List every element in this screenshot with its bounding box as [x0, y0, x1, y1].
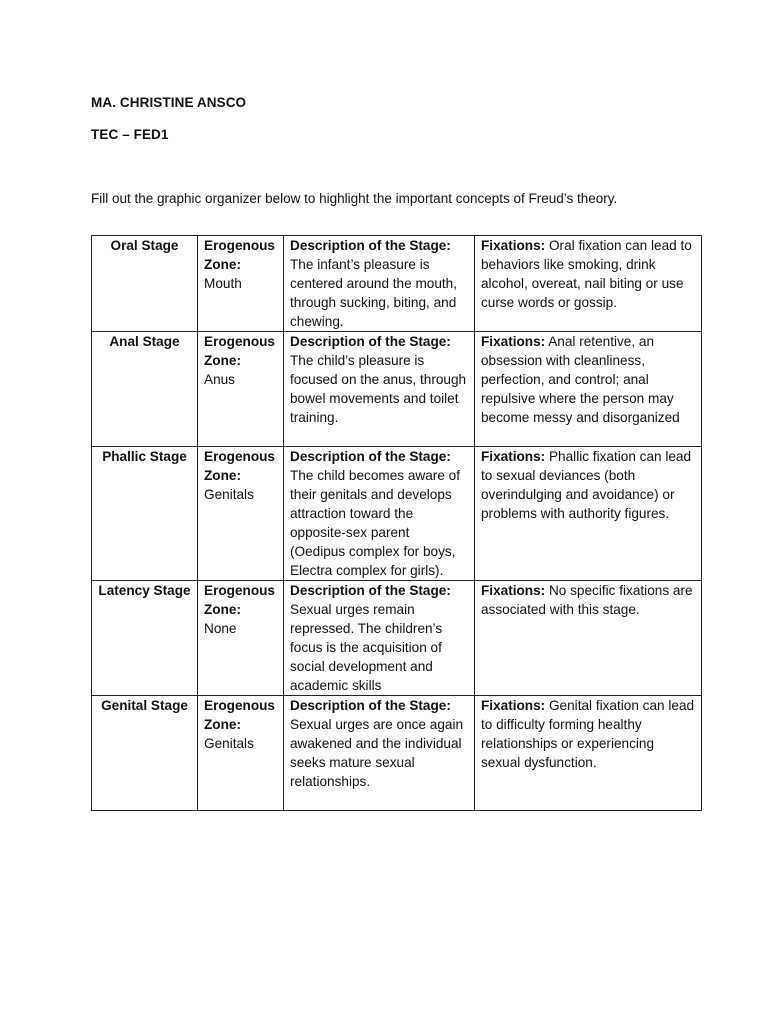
description-label: Description of the Stage: — [290, 583, 451, 598]
zone-cell — [198, 236, 284, 332]
zone-cell — [198, 447, 284, 581]
description-label: Description of the Stage: — [290, 238, 451, 253]
stage-name-cell: Oral Stage — [92, 236, 198, 332]
description-cell — [284, 332, 475, 447]
description-text: The child becomes aware of their genitals and develops attraction toward the opposite-sex parent (Oedipus complex for boys, Electra complex for girls). — [290, 468, 461, 578]
table-row — [92, 447, 702, 581]
description-text: The child’s pleasure is focused on the anus, through bowel movements and toilet training. — [290, 353, 467, 425]
fixations-text: Genital fixation can lead to difficulty forming healthy relationships or experiencing sexual dysfunction. — [481, 698, 695, 770]
zone-value: Genitals — [204, 736, 254, 751]
description-label: Description of the Stage: — [290, 698, 451, 713]
table-row — [92, 236, 702, 332]
fixations-text: Oral fixation can lead to behaviors like smoking, drink alcohol, overeat, nail biting or use curse words or gossip. — [481, 238, 692, 310]
fixations-label: Fixations: — [481, 334, 546, 349]
description-text: Sexual urges remain repressed. The children’s focus is the acquisition of social development and academic skills — [290, 602, 443, 693]
description-label: Description of the Stage: — [290, 449, 451, 464]
description-cell — [284, 696, 475, 811]
fixations-label: Fixations: — [481, 583, 546, 598]
description-text: The infant’s pleasure is centered around the mouth, through sucking, biting, and chewing. — [290, 257, 458, 329]
instructions-text: Fill out the graphic organizer below to highlight the important concepts of Freud’s theory. — [91, 191, 618, 206]
zone-label: Erogenous Zone: — [204, 583, 275, 617]
fixations-text: Anal retentive, an obsession with cleanliness, perfection, and control; anal repulsive where the person may become messy and disorganized — [481, 334, 680, 425]
fixations-text: No specific fixations are associated with this stage. — [481, 583, 693, 617]
fixations-cell — [475, 581, 702, 696]
zone-label: Erogenous Zone: — [204, 698, 275, 732]
stage-name-cell: Phallic Stage — [92, 447, 198, 581]
stage-name-cell: Latency Stage — [92, 581, 198, 696]
author-name: MA. CHRISTINE ANSCO — [91, 95, 247, 110]
table-row — [92, 581, 702, 696]
description-cell — [284, 236, 475, 332]
stage-name-cell: Anal Stage — [92, 332, 198, 447]
zone-label: Erogenous Zone: — [204, 238, 275, 272]
fixations-label: Fixations: — [481, 238, 546, 253]
table-row — [92, 696, 702, 811]
zone-label: Erogenous Zone: — [204, 334, 275, 368]
fixations-label: Fixations: — [481, 449, 546, 464]
description-cell — [284, 581, 475, 696]
table-row — [92, 332, 702, 447]
zone-label: Erogenous Zone: — [204, 449, 275, 483]
stage-name-cell: Genital Stage — [92, 696, 198, 811]
graphic-organizer-table — [91, 235, 702, 811]
zone-value: None — [204, 621, 237, 636]
fixations-cell — [475, 332, 702, 447]
description-label: Description of the Stage: — [290, 334, 451, 349]
zone-cell — [198, 696, 284, 811]
fixations-cell — [475, 696, 702, 811]
zone-value: Genitals — [204, 487, 254, 502]
zone-cell — [198, 581, 284, 696]
description-cell — [284, 447, 475, 581]
description-text: Sexual urges are once again awakened and the individual seeks mature sexual relationships. — [290, 717, 464, 789]
zone-cell — [198, 332, 284, 447]
fixations-cell — [475, 447, 702, 581]
fixations-label: Fixations: — [481, 698, 546, 713]
fixations-text: Phallic fixation can lead to sexual deviances (both overindulging and avoidance) or problems with authority figures. — [481, 449, 692, 521]
fixations-cell — [475, 236, 702, 332]
course-code: TEC – FED1 — [91, 127, 169, 142]
zone-value: Mouth — [204, 276, 242, 291]
zone-value: Anus — [204, 372, 235, 387]
